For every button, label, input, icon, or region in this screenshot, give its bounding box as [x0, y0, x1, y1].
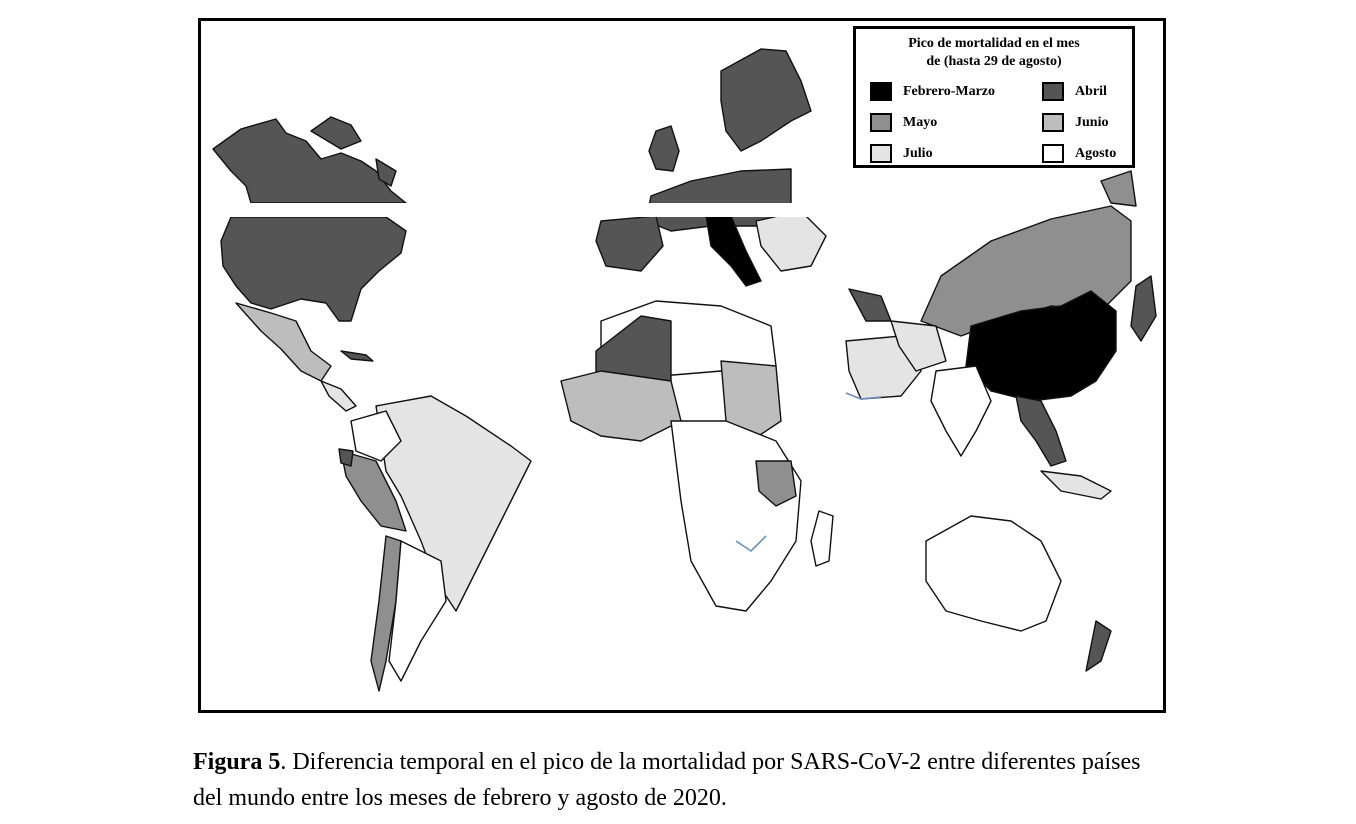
region-balkans — [756, 211, 826, 271]
region-usa — [221, 217, 406, 321]
region-russia-north — [1101, 171, 1136, 206]
legend-label: Agosto — [1075, 145, 1117, 161]
legend-label: Abril — [1075, 83, 1107, 99]
legend-title — [856, 35, 1132, 71]
region-australia — [926, 516, 1061, 631]
legend-item-julio — [870, 144, 933, 163]
region-japan — [1131, 276, 1156, 341]
region-canada-islands — [311, 117, 361, 149]
legend-swatch — [1042, 82, 1064, 101]
legend-title-line2: de (hasta 29 de agosto) — [926, 54, 1062, 69]
legend-label: Febrero-Marzo — [903, 83, 995, 99]
legend-label: Julio — [903, 145, 933, 161]
region-ecuador — [339, 449, 353, 466]
legend-item-abril — [1042, 82, 1107, 101]
map-legend — [853, 26, 1135, 168]
region-central-africa — [671, 421, 801, 611]
figure-caption — [193, 744, 1173, 816]
region-new-zealand — [1086, 621, 1111, 671]
legend-swatch — [1042, 113, 1064, 132]
legend-item-agosto — [1042, 144, 1116, 163]
region-mexico — [236, 303, 331, 381]
legend-swatch — [870, 82, 892, 101]
legend-title-line1: Pico de mortalidad en el mes — [908, 36, 1080, 51]
region-turkey — [849, 289, 891, 321]
region-madagascar — [811, 511, 833, 566]
legend-swatch — [1042, 144, 1064, 163]
legend-item-junio — [1042, 113, 1108, 132]
legend-item-mayo — [870, 113, 937, 132]
region-scandinavia — [721, 49, 811, 151]
region-iberia — [596, 216, 663, 271]
region-indonesia — [1041, 471, 1111, 499]
region-uk — [649, 126, 679, 171]
legend-label: Junio — [1075, 114, 1109, 130]
region-west-africa — [561, 371, 681, 441]
legend-label: Mayo — [903, 114, 938, 130]
legend-swatch — [870, 113, 892, 132]
map-gap-band — [201, 203, 901, 217]
legend-item-febrero-marzo — [870, 82, 995, 101]
legend-swatch — [870, 144, 892, 163]
caption-text: . Diferencia temporal en el pico de la mortalidad por SARS-CoV-2 entre diferentes países del mundo entre los meses de febrero y agosto de 2020. — [193, 749, 1141, 811]
region-southeast-asia — [1016, 396, 1066, 466]
region-central-america — [321, 381, 356, 411]
region-india — [931, 366, 991, 456]
caption-label: Figura 5 — [193, 749, 281, 775]
region-cuba — [341, 351, 373, 361]
